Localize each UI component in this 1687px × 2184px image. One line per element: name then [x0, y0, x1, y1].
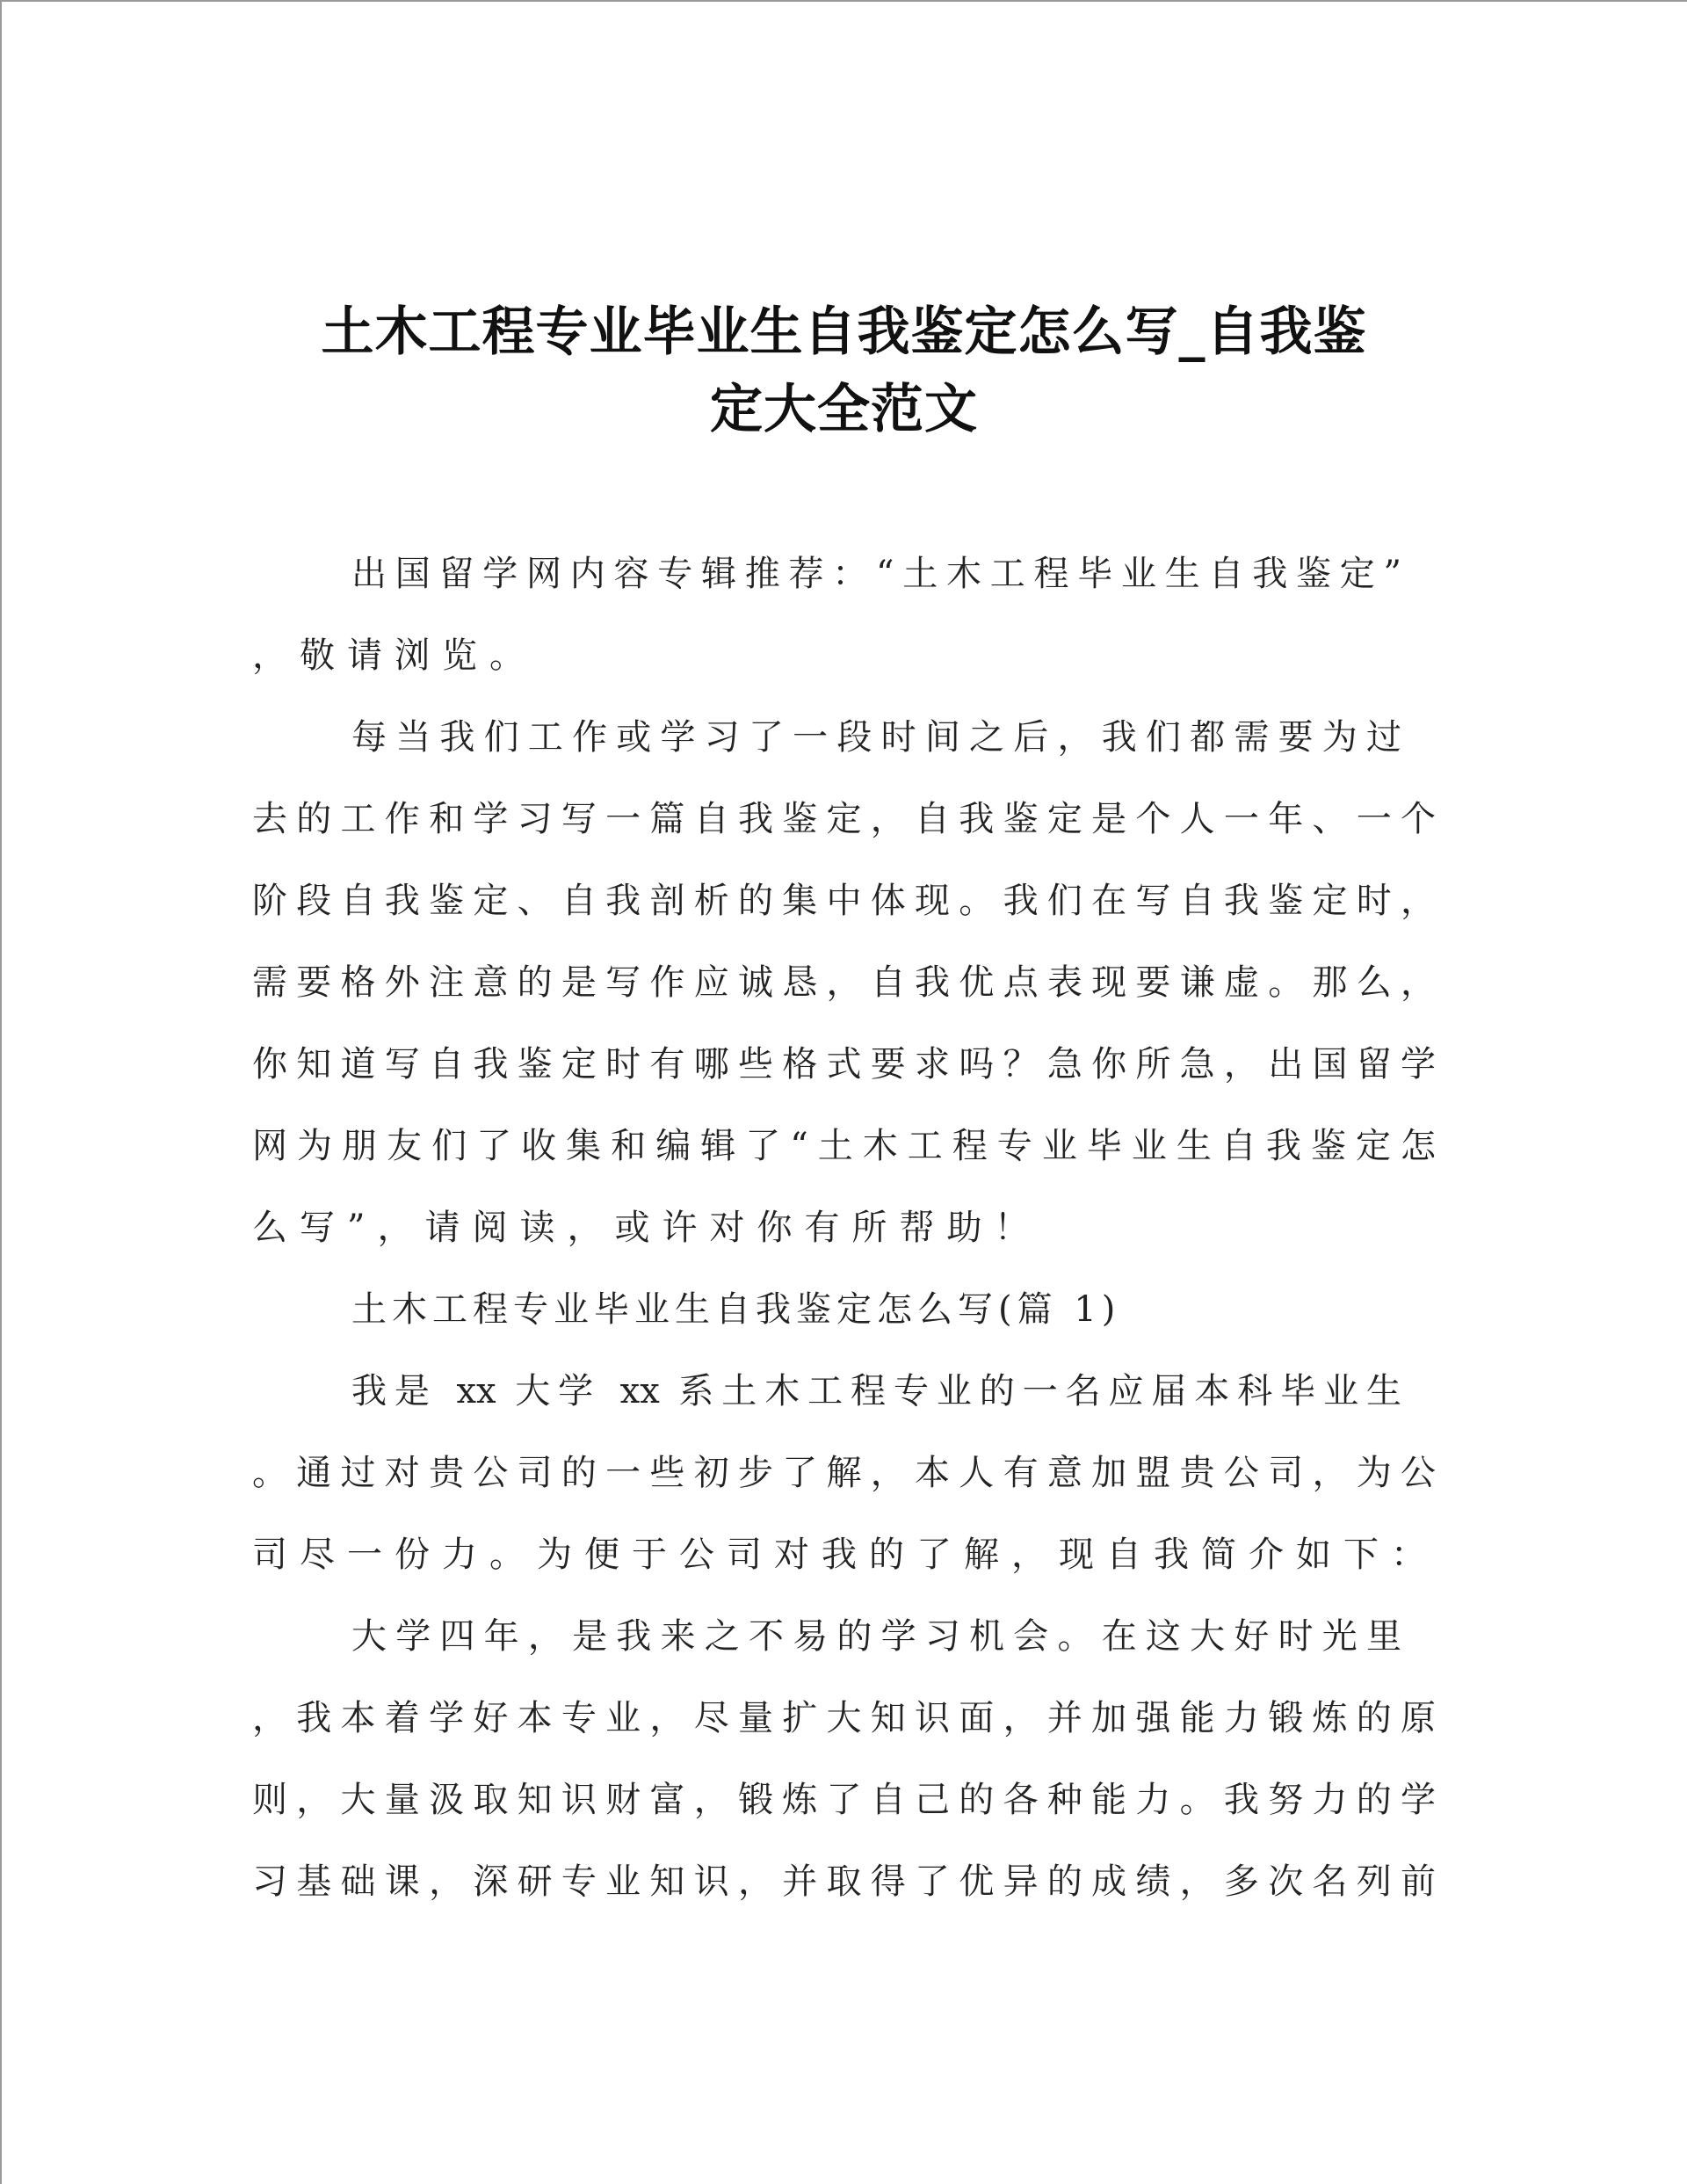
- paragraph-line: 大学四年，是我来之不易的学习机会。在这大好时光里: [351, 1616, 1401, 1657]
- paragraph-line: 出国留学网内容专辑推荐：“土木工程毕业生自我鉴定”: [351, 554, 1401, 594]
- paragraph-line: 你知道写自我鉴定时有哪些格式要求吗？急你所急，出国留学: [252, 1044, 1436, 1085]
- paragraph-line: ，我本着学好本专业，尽量扩大知识面，并加强能力锻炼的原: [252, 1698, 1436, 1738]
- document-title-line-1: 土木工程专业毕业生自我鉴定怎么写_自我鉴: [321, 301, 1367, 363]
- paragraph-line: 每当我们工作或学习了一段时间之后，我们都需要为过: [351, 717, 1401, 758]
- paragraph-line: 。通过对贵公司的一些初步了解，本人有意加盟贵公司，为公: [252, 1453, 1436, 1493]
- paragraph-line: 去的工作和学习写一篇自我鉴定，自我鉴定是个人一年、一个: [252, 799, 1436, 839]
- paragraph-line: 需要格外注意的是写作应诚恳，自我优点表现要谦虚。那么，: [252, 962, 1436, 1003]
- paragraph-line: 阶段自我鉴定、自我剖析的集中体现。我们在写自我鉴定时，: [252, 881, 1436, 921]
- section-heading: 土木工程专业毕业生自我鉴定怎么写(篇 1): [351, 1289, 1121, 1330]
- paragraph-line: 习基础课，深研专业知识，并取得了优异的成绩，多次名列前: [252, 1861, 1436, 1902]
- document-title-line-2: 定大全范文: [710, 379, 978, 440]
- paragraph-line: 我是 xx 大学 xx 系土木工程专业的一名应届本科毕业生: [351, 1371, 1401, 1411]
- paragraph-line: ，敬请浏览。: [252, 635, 537, 676]
- paragraph-line: 么写”，请阅读，或许对你有所帮助！: [252, 1208, 1042, 1248]
- paragraph-line: 网为朋友们了收集和编辑了“土木工程专业毕业生自我鉴定怎: [252, 1126, 1436, 1166]
- paragraph-line: 司尽一份力。为便于公司对我的了解，现自我简介如下：: [252, 1535, 1438, 1575]
- paragraph-line: 则，大量汲取知识财富，锻炼了自己的各种能力。我努力的学: [252, 1780, 1436, 1820]
